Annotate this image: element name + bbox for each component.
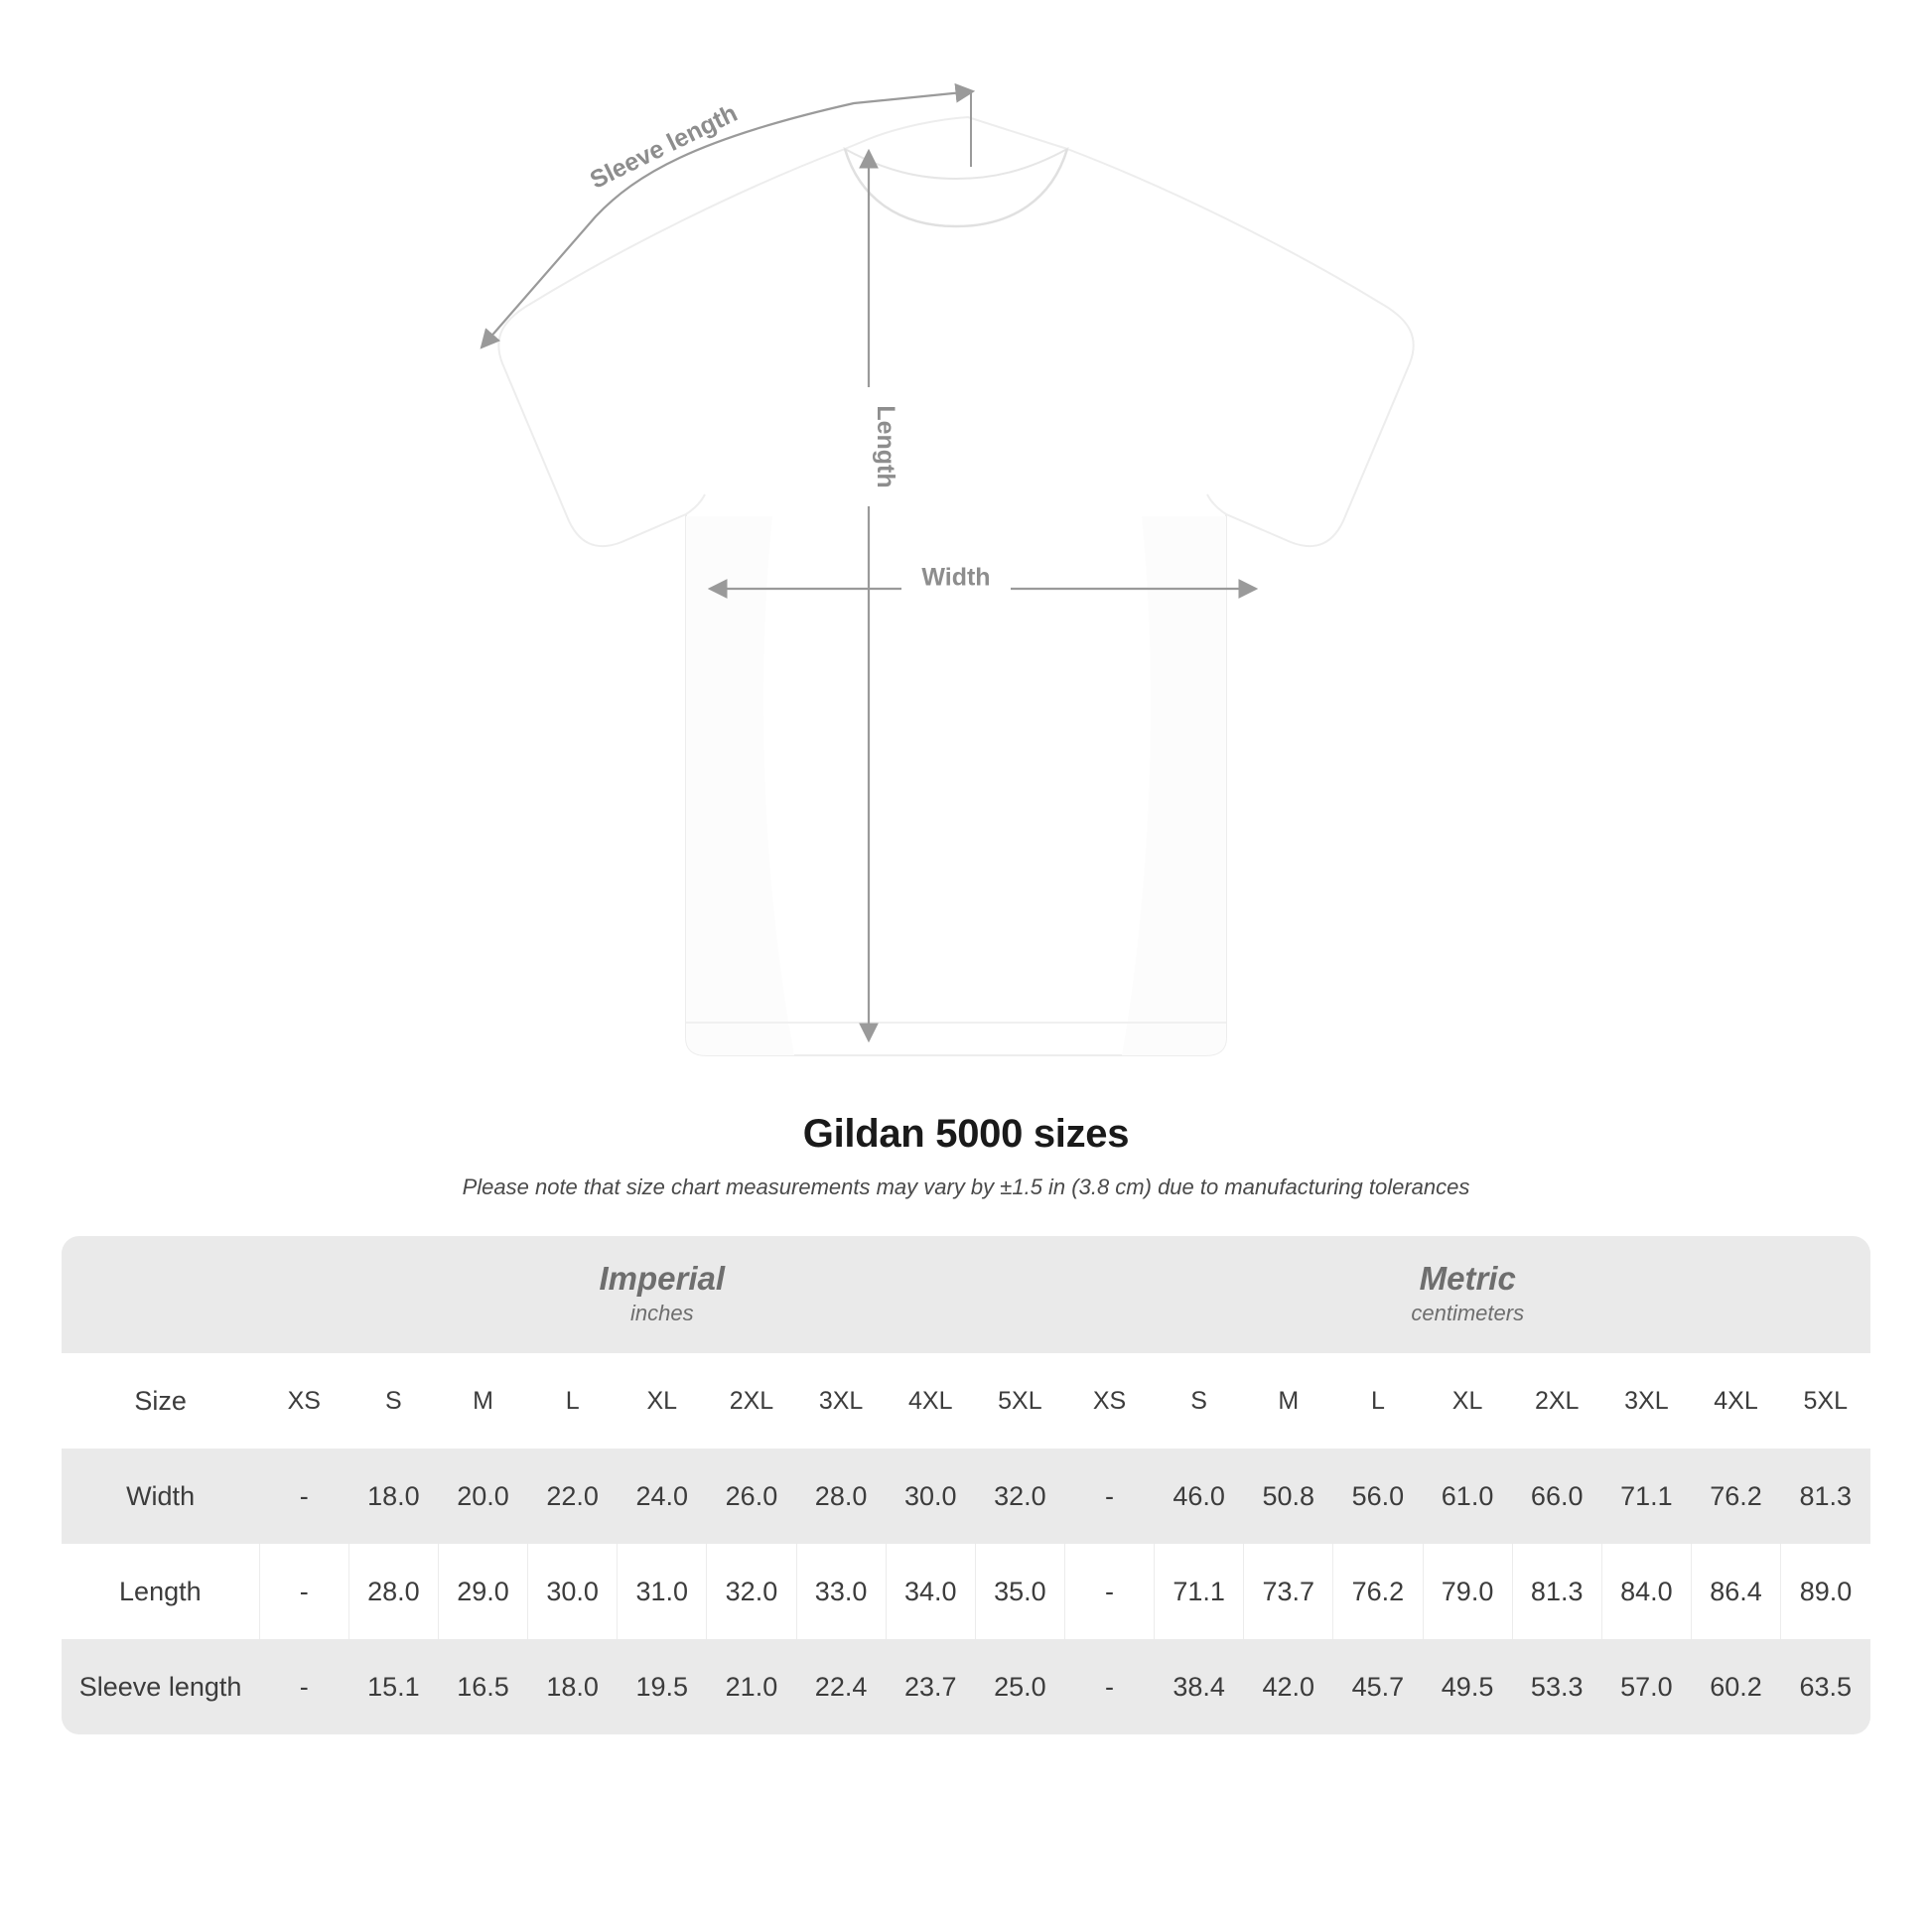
column-header-row <box>62 1353 1870 1449</box>
col-header-imp-xl: XL <box>618 1353 707 1449</box>
col-header-imp-5xl: 5XL <box>975 1353 1064 1449</box>
cell-sleeve-met-2xl: 53.3 <box>1512 1639 1601 1734</box>
metric-group-header <box>1064 1236 1870 1353</box>
cell-width-imp-2xl: 26.0 <box>707 1449 796 1544</box>
col-header-met-xs: XS <box>1064 1353 1154 1449</box>
cell-width-met-m: 50.8 <box>1244 1449 1333 1544</box>
cell-sleeve-imp-xs: - <box>259 1639 348 1734</box>
imperial-title: Imperial <box>599 1259 726 1297</box>
cell-sleeve-imp-3xl: 22.4 <box>796 1639 886 1734</box>
cell-width-imp-4xl: 30.0 <box>886 1449 975 1544</box>
table-row-sleeve-length <box>62 1639 1870 1734</box>
row-label-sleeve-length: Sleeve length <box>62 1639 259 1734</box>
col-header-met-xl: XL <box>1423 1353 1512 1449</box>
col-header-met-m: M <box>1244 1353 1333 1449</box>
col-header-imp-xs: XS <box>259 1353 348 1449</box>
cell-width-imp-5xl: 32.0 <box>975 1449 1064 1544</box>
cell-sleeve-met-3xl: 57.0 <box>1601 1639 1691 1734</box>
cell-length-met-m: 73.7 <box>1244 1544 1333 1639</box>
cell-sleeve-imp-l: 18.0 <box>528 1639 618 1734</box>
measurement-note: Please note that size chart measurements may vary by ±1.5 in (3.8 cm) due to manufacturing tolerances <box>462 1174 1470 1199</box>
page-title: Gildan 5000 sizes <box>802 1112 1130 1156</box>
cell-sleeve-imp-5xl: 25.0 <box>975 1639 1064 1734</box>
cell-length-met-s: 71.1 <box>1155 1544 1244 1639</box>
col-header-met-s: S <box>1155 1353 1244 1449</box>
cell-length-met-xl: 79.0 <box>1423 1544 1512 1639</box>
cell-length-met-2xl: 81.3 <box>1512 1544 1601 1639</box>
row-label-width: Width <box>62 1449 259 1544</box>
length-label: Length <box>872 405 899 488</box>
cell-width-met-l: 56.0 <box>1333 1449 1423 1544</box>
col-header-met-l: L <box>1333 1353 1423 1449</box>
cell-length-imp-2xl: 32.0 <box>707 1544 796 1639</box>
cell-sleeve-met-xs: - <box>1064 1639 1154 1734</box>
cell-length-imp-m: 29.0 <box>438 1544 527 1639</box>
col-header-imp-3xl: 3XL <box>796 1353 886 1449</box>
col-header-imp-s: S <box>348 1353 438 1449</box>
size-header: Size <box>62 1353 259 1449</box>
cell-width-imp-s: 18.0 <box>348 1449 438 1544</box>
cell-width-met-5xl: 81.3 <box>1781 1449 1870 1544</box>
cell-length-met-xs: - <box>1064 1544 1154 1639</box>
metric-title: Metric <box>1419 1259 1516 1297</box>
table-row-width <box>62 1449 1870 1544</box>
cell-width-met-xl: 61.0 <box>1423 1449 1512 1544</box>
cell-sleeve-met-l: 45.7 <box>1333 1639 1423 1734</box>
cell-length-imp-3xl: 33.0 <box>796 1544 886 1639</box>
col-header-met-4xl: 4XL <box>1691 1353 1780 1449</box>
col-header-imp-l: L <box>528 1353 618 1449</box>
col-header-imp-m: M <box>438 1353 527 1449</box>
cell-width-met-s: 46.0 <box>1155 1449 1244 1544</box>
cell-length-imp-l: 30.0 <box>528 1544 618 1639</box>
cell-sleeve-imp-m: 16.5 <box>438 1639 527 1734</box>
imperial-unit: inches <box>630 1301 694 1326</box>
cell-length-met-l: 76.2 <box>1333 1544 1423 1639</box>
cell-sleeve-imp-2xl: 21.0 <box>707 1639 796 1734</box>
cell-sleeve-imp-4xl: 23.7 <box>886 1639 975 1734</box>
unit-header-empty <box>62 1236 259 1353</box>
cell-sleeve-met-xl: 49.5 <box>1423 1639 1512 1734</box>
cell-sleeve-met-m: 42.0 <box>1244 1639 1333 1734</box>
metric-unit: centimeters <box>1411 1301 1525 1326</box>
cell-length-met-3xl: 84.0 <box>1601 1544 1691 1639</box>
cell-sleeve-imp-s: 15.1 <box>348 1639 438 1734</box>
cell-length-imp-xs: - <box>259 1544 348 1639</box>
cell-sleeve-imp-xl: 19.5 <box>618 1639 707 1734</box>
cell-sleeve-met-s: 38.4 <box>1155 1639 1244 1734</box>
cell-length-met-5xl: 89.0 <box>1781 1544 1870 1639</box>
size-table <box>62 1236 1870 1734</box>
cell-width-imp-3xl: 28.0 <box>796 1449 886 1544</box>
sleeve-length-label: Sleeve length <box>585 98 743 195</box>
cell-width-met-3xl: 71.1 <box>1601 1449 1691 1544</box>
cell-sleeve-met-5xl: 63.5 <box>1781 1639 1870 1734</box>
cell-width-imp-l: 22.0 <box>528 1449 618 1544</box>
col-header-imp-2xl: 2XL <box>707 1353 796 1449</box>
col-header-met-2xl: 2XL <box>1512 1353 1601 1449</box>
imperial-group-header <box>259 1236 1064 1353</box>
col-header-met-3xl: 3XL <box>1601 1353 1691 1449</box>
size-table-container <box>62 1236 1870 1734</box>
cell-length-imp-4xl: 34.0 <box>886 1544 975 1639</box>
table-row-length <box>62 1544 1870 1639</box>
cell-width-imp-m: 20.0 <box>438 1449 527 1544</box>
cell-length-met-4xl: 86.4 <box>1691 1544 1780 1639</box>
row-label-length: Length <box>62 1544 259 1639</box>
cell-width-met-2xl: 66.0 <box>1512 1449 1601 1544</box>
cell-width-imp-xs: - <box>259 1449 348 1544</box>
cell-length-imp-xl: 31.0 <box>618 1544 707 1639</box>
unit-header-row <box>62 1236 1870 1353</box>
cell-length-imp-s: 28.0 <box>348 1544 438 1639</box>
width-label: Width <box>921 563 991 592</box>
cell-width-met-4xl: 76.2 <box>1691 1449 1780 1544</box>
col-header-met-5xl: 5XL <box>1781 1353 1870 1449</box>
cell-width-imp-xl: 24.0 <box>618 1449 707 1544</box>
cell-width-met-xs: - <box>1064 1449 1154 1544</box>
cell-sleeve-met-4xl: 60.2 <box>1691 1639 1780 1734</box>
cell-length-imp-5xl: 35.0 <box>975 1544 1064 1639</box>
col-header-imp-4xl: 4XL <box>886 1353 975 1449</box>
